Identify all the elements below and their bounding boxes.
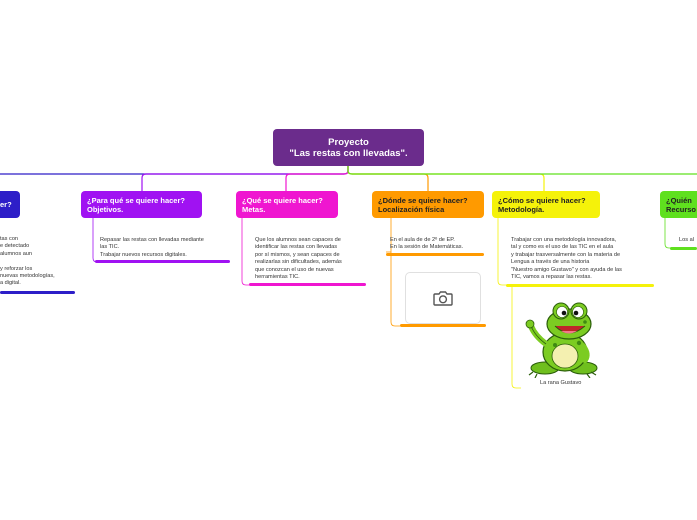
connector-que [286,166,348,191]
note-quien: Los al [679,237,694,243]
note-que: Que los alumnos sean capaces de identificar las restas con llevadas por sí mismos, y sean capaces de realizarlas sin dificultades, además que conozcan el uso de nuevas herramientas TIC. [255,237,342,281]
branch-que-subtitle: Metas. [242,204,266,214]
branch-why[interactable] [0,191,20,218]
connector-donde [348,166,428,191]
branch-como[interactable] [492,191,600,218]
underline-para-que [95,260,230,263]
branch-como-subtitle: Metodología. [498,204,545,214]
root-subtitle: "Las restas con llevadas". [289,147,408,159]
branch-para-que-title: ¿Para qué se quiere hacer? [87,195,185,205]
branch-como-title: ¿Cómo se quiere hacer? [498,195,586,205]
branch-donde-title: ¿Dónde se quiere hacer? [378,195,468,205]
underline-quien [670,247,697,250]
root-title: Proyecto [328,136,369,148]
note-why: tas con e detectado alumnos aun y reforzar los nuevas metodologías, a digital. [0,236,55,287]
branch-why-title: er? [0,200,12,209]
frog-caption: La rana Gustavo [540,380,582,386]
image-placeholder[interactable] [405,272,481,324]
note-para-que: Repasar las restas con llevadas mediante las TIC. Trabajar nuevos recursos digitales. [100,237,204,258]
frog-illustration [525,300,605,378]
branch-quien-subtitle: Recurso [666,204,697,214]
branch-quien[interactable] [660,191,697,218]
branch-que-title: ¿Qué se quiere hacer? [242,195,323,205]
underline-why [0,291,75,294]
underline-donde [386,253,484,256]
branch-donde[interactable] [372,191,484,218]
underline-como [506,284,654,287]
note-donde: En el aula de de 2º de EP. En la sesión de Matemáticas. [390,237,464,251]
note-como: Trabajar con una metodología innovadora, tal y como es el uso de las TIC en el aula y trabajar trasversalmente con la materia de Lengua a través de una historia "Nuestro amigo Gustavo" y con ayuda de las TIC, vamos a repasar las restas. [511,237,622,281]
connector-como [348,166,544,191]
branch-para-que-subtitle: Objetivos. [87,204,124,214]
branch-que[interactable] [236,191,338,218]
branch-para-que[interactable] [81,191,202,218]
camera-icon [433,290,453,306]
branch-donde-subtitle: Localización física [378,204,445,214]
connector-para-que [142,166,348,191]
connector-quien [348,166,697,174]
underline-donde-image [400,324,486,327]
root-topic[interactable] [273,129,424,166]
underline-que [249,283,366,286]
connector-why [0,166,348,174]
branch-quien-title: ¿Quién [666,195,692,205]
